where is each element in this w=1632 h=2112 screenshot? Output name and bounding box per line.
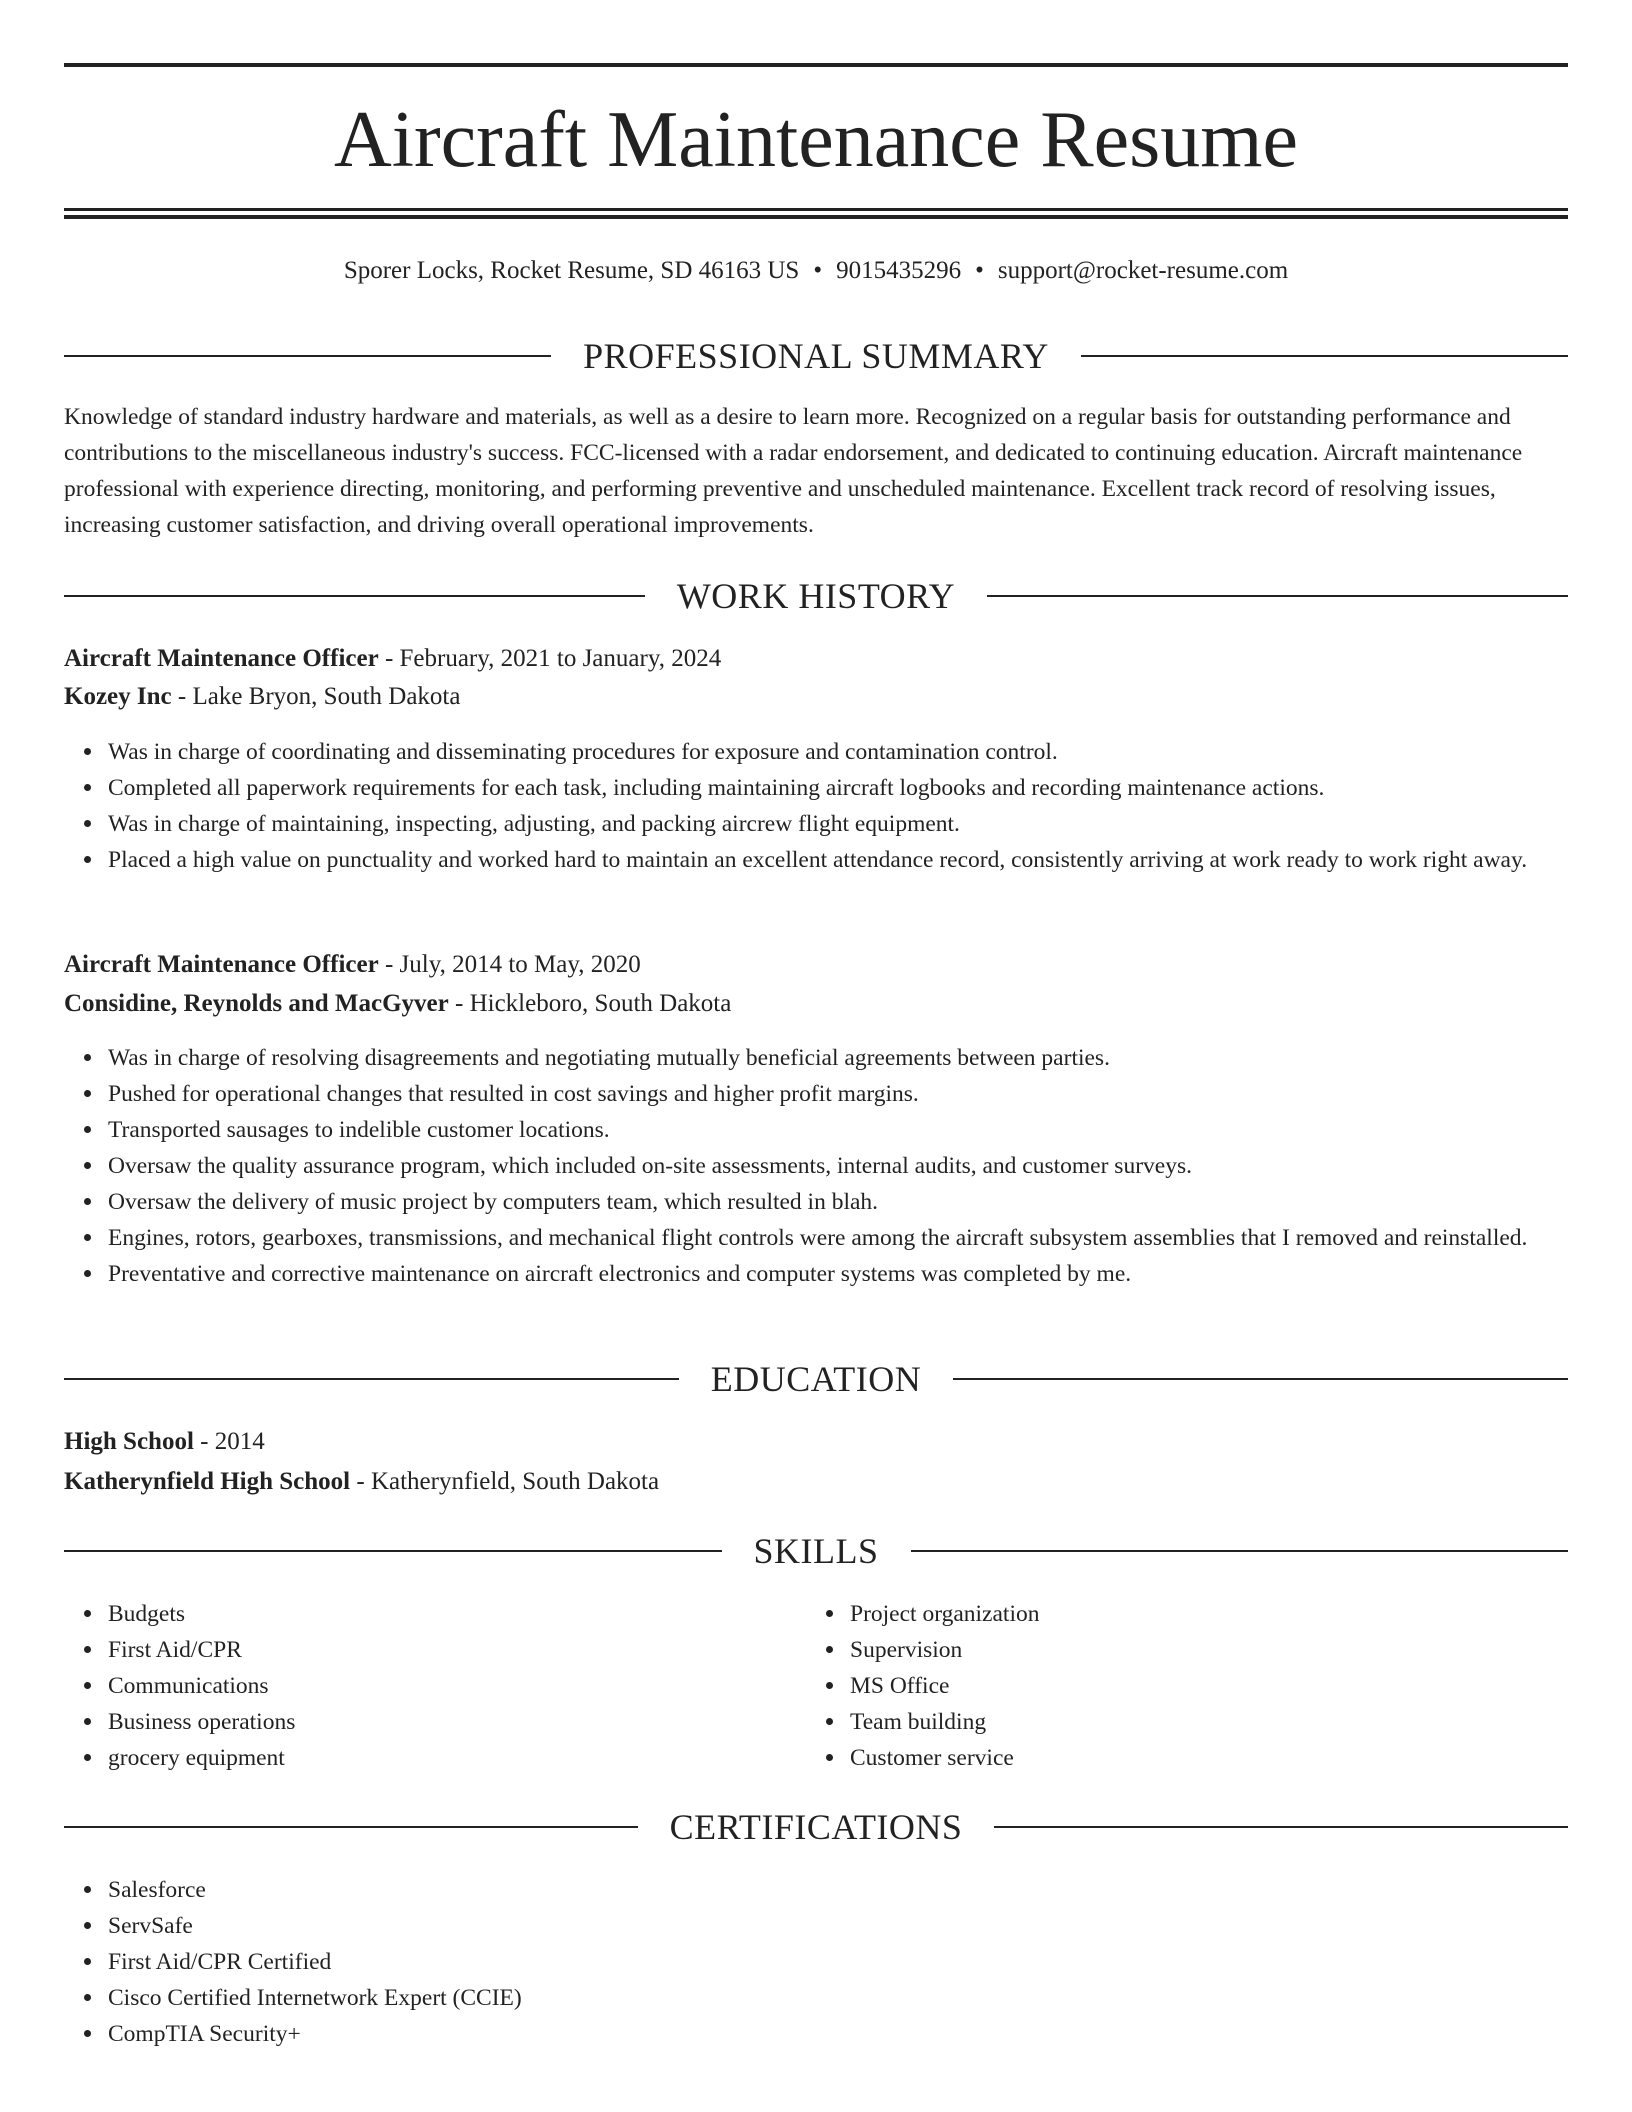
list-item: Engines, rotors, gearboxes, transmissions, and mechanical flight controls were among the aircraft subsystem assemblies that I removed and reinstalled. (108, 1220, 1568, 1256)
job-company-line (64, 680, 1568, 714)
list-item: Pushed for operational changes that resulted in cost savings and higher profit margins. (108, 1076, 1568, 1112)
skills-list-right (806, 1596, 1039, 1776)
skill-item: Customer service (850, 1740, 1039, 1776)
certification-item: Cisco Certified Internetwork Expert (CCIE) (108, 1980, 1568, 2016)
heading-rule (994, 1826, 1568, 1828)
heading-rule (1081, 355, 1568, 357)
education-year: - 2014 (193, 1428, 265, 1455)
skills-list-left (64, 1596, 295, 1776)
section-heading-skills (64, 1529, 1568, 1573)
job-company: Considine, Reynolds and MacGyver (64, 990, 449, 1017)
section-title: WORK HISTORY (676, 576, 956, 616)
skill-item: MS Office (850, 1668, 1039, 1704)
job-location: - Lake Bryon, South Dakota (171, 683, 461, 710)
skill-item: grocery equipment (108, 1740, 295, 1776)
education-location: - Katherynfield, South Dakota (350, 1468, 660, 1495)
heading-rule (953, 1378, 1568, 1380)
job-bullets (64, 1040, 1568, 1292)
section-title: CERTIFICATIONS (669, 1807, 963, 1847)
heading-rule (64, 355, 551, 357)
skill-item: Team building (850, 1704, 1039, 1740)
heading-rule (64, 1550, 722, 1552)
list-item: Oversaw the quality assurance program, which included on-site assessments, internal audits, and customer surveys. (108, 1148, 1568, 1184)
skill-item: First Aid/CPR (108, 1632, 295, 1668)
education-school-line (64, 1465, 1568, 1499)
contact-address: Sporer Locks, Rocket Resume, SD 46163 US (343, 257, 800, 284)
summary-text: Knowledge of standard industry hardware and materials, as well as a desire to learn more. Recognized on a regular basis for outstanding performance and contributions to the miscellaneous industry's success. FCC-licensed with a radar endorsement, and dedicated to continuing education. Aircraft maintenance professional with experience directing, monitoring, and performing preventive and unscheduled maintenance. Excellent track record of resolving issues, increasing customer satisfaction, and driving overall operational improvements. (64, 404, 1523, 538)
section-title: PROFESSIONAL SUMMARY (583, 336, 1049, 376)
contact-line (64, 254, 1568, 288)
heading-rule (64, 595, 645, 597)
job-role: Aircraft Maintenance Officer (64, 951, 379, 978)
job-title-line (64, 642, 1568, 676)
contact-phone: 9015435296 (836, 257, 962, 284)
skill-item: Business operations (108, 1704, 295, 1740)
skill-item: Budgets (108, 1596, 295, 1632)
job-company: Kozey Inc (64, 683, 172, 710)
heading-rule (987, 595, 1568, 597)
list-item: Was in charge of maintaining, inspecting, adjusting, and packing aircrew flight equipment. (108, 806, 1568, 842)
job-dates: - July, 2014 to May, 2020 (378, 951, 641, 978)
section-heading-certifications (64, 1805, 1568, 1849)
certification-item: First Aid/CPR Certified (108, 1944, 1568, 1980)
resume-title: Aircraft Maintenance Resume (333, 96, 1299, 184)
section-title: SKILLS (753, 1531, 879, 1571)
section-heading-education (64, 1357, 1568, 1401)
contact-separator: • (975, 257, 984, 284)
top-rule (64, 63, 1568, 67)
list-item: Completed all paperwork requirements for each task, including maintaining aircraft logbooks and recording maintenance actions. (108, 770, 1568, 806)
section-heading-work-history (64, 574, 1568, 618)
education-degree-line (64, 1425, 1568, 1459)
job-dates: - February, 2021 to January, 2024 (378, 645, 722, 672)
list-item: Placed a high value on punctuality and worked hard to maintain an excellent attendance record, consistently arriving at work ready to work right away. (108, 842, 1568, 878)
skill-item: Communications (108, 1668, 295, 1704)
certification-item: CompTIA Security+ (108, 2016, 1568, 2052)
heading-rule (64, 1826, 638, 1828)
contact-separator: • (813, 257, 823, 284)
job-bullets (64, 734, 1568, 878)
title-double-rule (64, 208, 1568, 219)
contact-email: support@rocket-resume.com (997, 257, 1289, 284)
certification-item: Salesforce (108, 1872, 1568, 1908)
education-school: Katherynfield High School (64, 1468, 351, 1495)
section-heading-summary (64, 334, 1568, 378)
job-company-line (64, 987, 1568, 1021)
list-item: Was in charge of resolving disagreements and negotiating mutually beneficial agreements between parties. (108, 1040, 1568, 1076)
certification-item: ServSafe (108, 1908, 1568, 1944)
certifications-list (64, 1872, 1568, 2052)
list-item: Preventative and corrective maintenance on aircraft electronics and computer systems was completed by me. (108, 1256, 1568, 1292)
skill-item: Supervision (850, 1632, 1039, 1668)
job-role: Aircraft Maintenance Officer (64, 645, 379, 672)
heading-rule (911, 1550, 1569, 1552)
list-item: Was in charge of coordinating and disseminating procedures for exposure and contamination control. (108, 734, 1568, 770)
education-degree: High School (64, 1428, 194, 1455)
job-title-line (64, 948, 1568, 982)
list-item: Transported sausages to indelible customer locations. (108, 1112, 1568, 1148)
section-title: EDUCATION (710, 1359, 922, 1399)
list-item: Oversaw the delivery of music project by computers team, which resulted in blah. (108, 1184, 1568, 1220)
job-location: - Hickleboro, South Dakota (448, 990, 732, 1017)
skill-item: Project organization (850, 1596, 1039, 1632)
heading-rule (64, 1378, 679, 1380)
